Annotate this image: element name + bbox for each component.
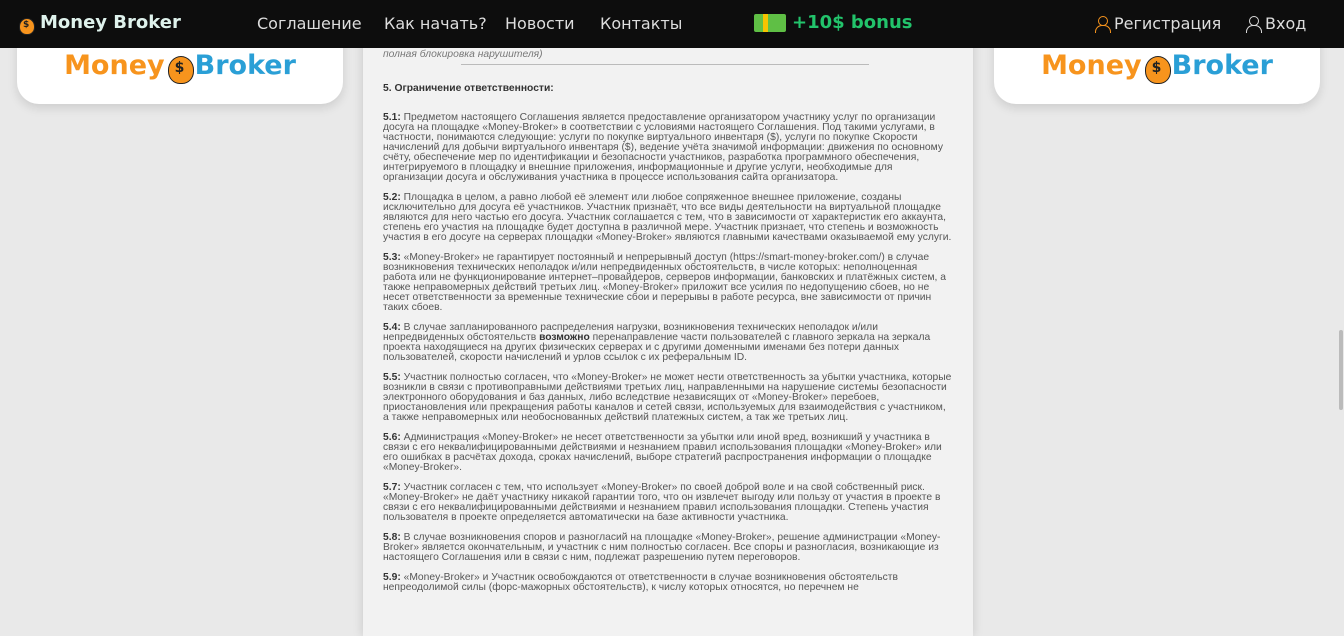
clause-3: [383, 253, 953, 313]
clause-text: Участник полностью согласен, что «Money-Broker» не может нести ответственность за убытки участника, которые возникли в связи с противоправными действиями третьих лиц, направленными на нарушение системы безопасности электронного оборудования и баз данных, либо вследствие независящих от «Money-Broker» перебоев, приостановления или прекращения работы каналов и сетей связи, используемых для взаимодействия с участником, а также неправомерных или необоснованных действий платежных систем, а так же третьих лиц.: [383, 372, 952, 423]
bonus-label: +10$ bonus: [792, 12, 913, 33]
money-bag-icon: [18, 13, 34, 33]
nav-how-to-start[interactable]: Как начать?: [384, 14, 487, 33]
clause-num: 5.7:: [383, 482, 401, 493]
clause-6: [383, 433, 953, 473]
cash-icon: [754, 14, 786, 32]
divider: [461, 64, 869, 65]
logo: [994, 48, 1320, 82]
login-link[interactable]: [1246, 14, 1306, 33]
clause-num: 5.3:: [383, 252, 401, 263]
logo-money: Money: [1041, 50, 1142, 81]
clause-text: Участник согласен с тем, что использует «Money-Broker» по своей доброй воле и на свой собственный риск. «Money-Broker» не даёт участнику никакой гарантии того, что он извлечет выгоду или пользу от участия в проекте в связи с его неквалифицированными действиями и незнанием правил использования площадки. Степень участия пользователя в проекте определяется автоматически на базе активности участника.: [383, 482, 941, 523]
paragraph-list: [383, 113, 953, 603]
register-label: Регистрация: [1114, 14, 1222, 33]
section-heading: 5. Ограничение ответственности:: [383, 83, 554, 94]
logo-broker: Broker: [1171, 50, 1273, 81]
nav-contacts[interactable]: Контакты: [600, 14, 683, 33]
clause-5: [383, 373, 953, 423]
bonus-link[interactable]: [754, 12, 913, 33]
clause-text: В случае возникновения споров и разногласий на площадке «Money-Broker», решение администрации «Money-Broker» является окончательным, и участник с ним полностью согласен. Все споры и разногласия, возникающие из настоящего Соглашения или в связи с ним, подлежат разрешению путем переговоров.: [383, 532, 941, 563]
clause-num: 5.8:: [383, 532, 401, 543]
logo-broker: Broker: [194, 50, 296, 81]
agreement-document: [363, 0, 973, 636]
nav-agreement[interactable]: Соглашение: [257, 14, 362, 33]
clause-num: 5.9:: [383, 572, 401, 583]
clause-text: «Money-Broker» не гарантирует постоянный и непрерывный доступ (https://smart-money-broker.com/) в случае возникновения технических неполадок и/или непредвиденных обстоятельств, в числе которых: неполноценная работа или не функционирование интернет–провайдеров, серверов информации, банковских и платёжных систем, а также неправомерных действий третьих лиц. «Money-Broker» приложит все усилия по недопущению сбоев, но не несет ответственности за временные технические сбои и перерывы в работе ресурса, вне зависимости от причин таких сбоев.: [383, 252, 946, 313]
clause-bold: возможно: [539, 332, 590, 343]
clause-8: [383, 533, 953, 563]
clause-text: В случае запланированного распределения нагрузки, возникновения технических неполадок и/или непредвиденных обстоятельств: [383, 322, 878, 343]
top-navbar: [0, 0, 1344, 48]
user-plus-icon: [1095, 16, 1109, 32]
scrollbar[interactable]: [1338, 0, 1344, 636]
clause-1: [383, 113, 953, 183]
user-icon: [1246, 16, 1260, 32]
clause-7: [383, 483, 953, 523]
register-link[interactable]: [1095, 14, 1221, 33]
clause-num: 5.2:: [383, 192, 401, 203]
clause-text: «Money-Broker» и Участник освобождаются от ответственности в случае возникновения обстоятельств непреодолимой силы (форс-мажорных обстоятельств), к числу которых относятся, но перечнем не: [383, 572, 898, 593]
scrollbar-thumb[interactable]: [1339, 330, 1343, 410]
nav-news[interactable]: Новости: [505, 14, 575, 33]
clause-4: [383, 323, 953, 363]
clause-num: 5.5:: [383, 372, 401, 383]
clause-text: Предметом настоящего Соглашения является предоставление организатором участнику услуг по организации досуга на площадке «Money-Broker» в соответствии с условиями настоящего Соглашения. Под такими услугами, в частности, понимаются следующие: услуги по покупке виртуального инвентаря ($), услуги по покупке Скорости начислений для добычи виртуального инвентаря ($), ведение учёта значимой информации: движения по основному счёту, обеспечение мер по идентификации и безопасности участников, разработка программного обеспечения, интегрируемого в площадку и внешние приложения, информационные и другие услуги, необходимые для организации досуга и обслуживания участника в процессе использования сайта организатора.: [383, 112, 943, 183]
clause-num: 5.1:: [383, 112, 401, 123]
clause-num: 5.6:: [383, 432, 401, 443]
clause-text2: перенаправление части пользователей с главного зеркала на зеркала проекта находящиеся на других физических серверах и с другими доменными именами без потери данных пользователей, скорости начислений и урлов ссылок с их реферальным ID.: [383, 332, 931, 363]
clause-text: Администрация «Money-Broker» не несет ответственности за убытки или иной вред, возникший у участника в связи с его неквалифицированными действиями и незнанием правил использования площадки «Money-Broker» или его ошибках в расчётах дохода, сроках начислений, выборе стратегий распространения информации о площадке «Money-Broker».: [383, 432, 942, 473]
logo-money: Money: [64, 50, 165, 81]
brand-logo[interactable]: [18, 12, 181, 33]
money-bag-icon: [167, 48, 193, 82]
clause-num: 5.4:: [383, 322, 401, 333]
money-bag-icon: [1144, 48, 1170, 82]
logo: [17, 48, 343, 82]
clause-9: [383, 573, 953, 593]
brand-name: Money Broker: [40, 12, 181, 33]
previous-text: полная блокировка нарушителя): [383, 49, 543, 60]
clause-2: [383, 193, 953, 243]
login-label: Вход: [1265, 14, 1307, 33]
clause-text: Площадка в целом, а равно любой её элемент или любое сопряженное внешнее приложение, созданы исключительно для досуга её участников. Участник признаёт, что все виды деятельности на виртуальной площадке являются для него частью его досуга. Участник соглашается с тем, что в зависимости от характеристик его аккаунта, степень его участия на площадке будет доступна в различной мере. Участник признает, что степень и возможность участия в его досуге на серверах площадки «Money-Broker» являются главными качествами оказываемой ему услуги.: [383, 192, 952, 243]
